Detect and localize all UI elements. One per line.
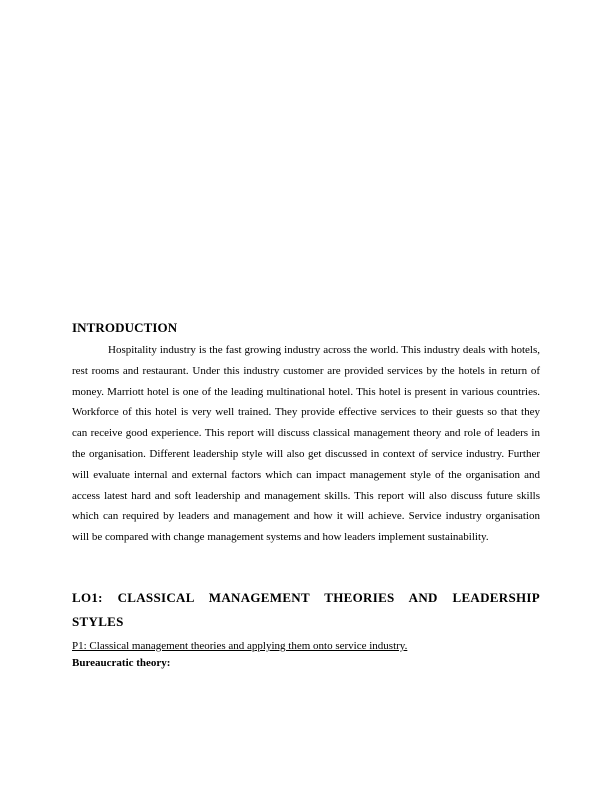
introduction-paragraph: Hospitality industry is the fast growing industry across the world. This industry deals with hotels, rest rooms and restaurant. Under this industry customer are provided services by the hotels in return of money. Marriott hotel is one of the leading multinational hotel. This hotel is present in various countries. Workforce of this hotel is very well trained. They provide effective services to their guests so that they can receive good experience. This report will discuss classical management theory and role of leaders in the organisation. Different leadership style will also get discussed in context of service industry. Further will evaluate internal and external factors which can impact management style of the organisation and access latest hard and soft leadership and management skills. This report will also discuss future skills which can required by leaders and management and how it will achieve. Service industry organisation will be compared with change management systems and how leaders implement sustainability. <box>72 344 540 544</box>
section-spacer <box>72 548 540 586</box>
lo1-heading: LO1: CLASSICAL MANAGEMENT THEORIES AND LEADERSHIP STYLES <box>72 589 540 629</box>
p1-subheading: P1: Classical management theories and applying them onto service industry. <box>72 639 408 652</box>
page-content <box>72 318 540 671</box>
bureaucratic-theory-heading: Bureaucratic theory: <box>72 656 171 669</box>
introduction-heading: INTRODUCTION <box>72 320 178 335</box>
